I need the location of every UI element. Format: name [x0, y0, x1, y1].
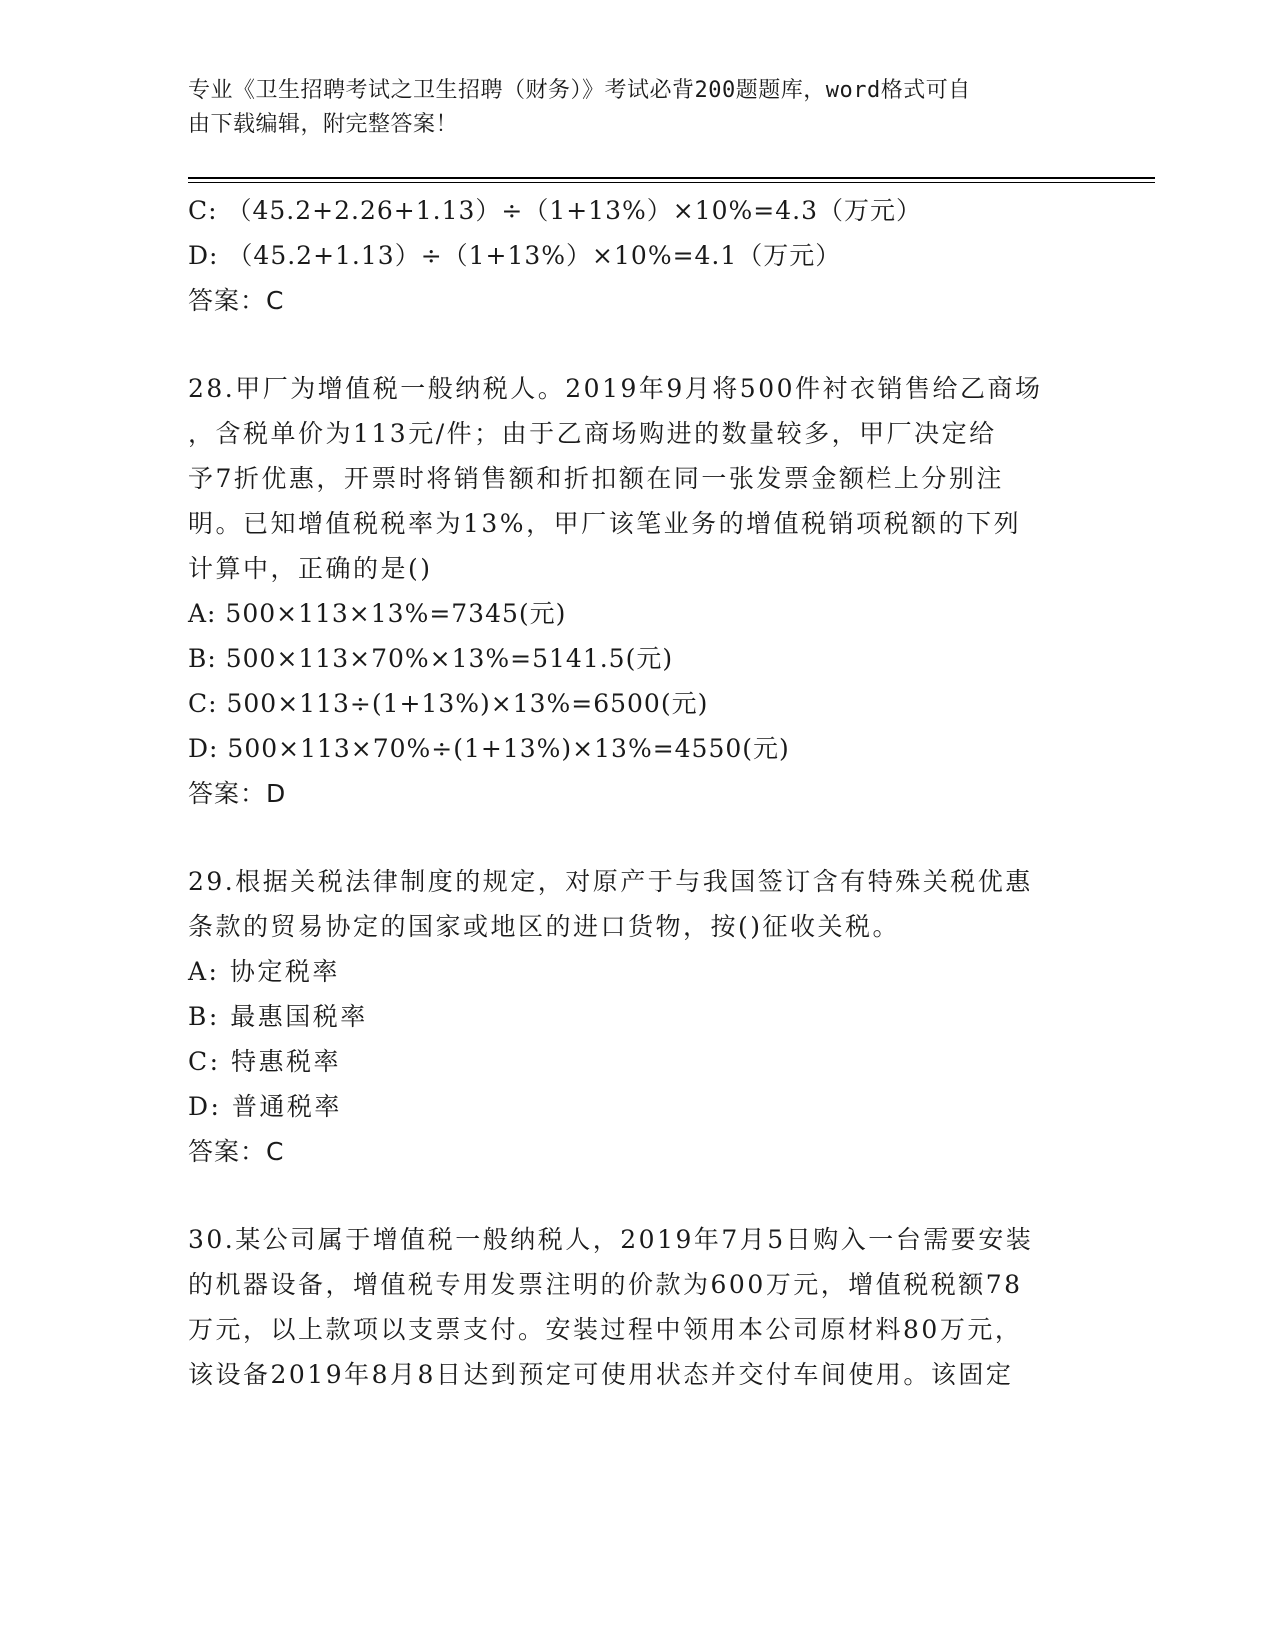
question-29-option-b: B: 最惠国税率: [188, 1002, 368, 1031]
question-29-option-c: C: 特惠税率: [188, 1047, 341, 1076]
question-29-line-1: 29.根据关税法律制度的规定，对原产于与我国签订含有特殊关税优惠: [188, 867, 1033, 896]
question-28-line-5: 计算中，正确的是(): [188, 554, 433, 583]
question-30-line-3: 万元，以上款项以支票支付。安装过程中领用本公司原材料80万元，: [188, 1315, 1023, 1344]
header-rule-thin: [188, 182, 1155, 183]
question-28-option-c: C: 500×113÷(1+13%)×13%=6500(元): [188, 689, 709, 718]
prev-option-d: D: （45.2+1.13）÷（1+13%）×10%=4.1（万元）: [188, 241, 842, 270]
question-28-line-3: 予7折优惠，开票时将销售额和折扣额在同一张发票金额栏上分别注: [188, 464, 1004, 493]
question-28-option-a: A: 500×113×13%=7345(元): [188, 599, 567, 628]
question-30-line-1: 30.某公司属于增值税一般纳税人，2019年7月5日购入一台需要安装: [188, 1225, 1034, 1254]
prev-answer: 答案：C: [188, 286, 285, 315]
question-28-option-d: D: 500×113×70%÷(1+13%)×13%=4550(元): [188, 734, 790, 763]
header-rule-thick: [188, 177, 1155, 179]
header-line-2: 由下载编辑，附完整答案！: [188, 112, 459, 137]
question-28-line-1: 28.甲厂为增值税一般纳税人。2019年9月将500件衬衣销售给乙商场: [188, 374, 1043, 403]
prev-option-c: C: （45.2+2.26+1.13）÷（1+13%）×10%=4.3（万元）: [188, 196, 922, 225]
question-28-line-2: ，含税单价为113元/件；由于乙商场购进的数量较多，甲厂决定给: [188, 419, 997, 448]
question-content: [188, 188, 1088, 1397]
question-29-answer: 答案：C: [188, 1137, 285, 1166]
question-30: [188, 1217, 1088, 1397]
question-30-line-4: 该设备2019年8月8日达到预定可使用状态并交付车间使用。该固定: [188, 1360, 1014, 1389]
spacer: [188, 816, 1088, 859]
spacer: [188, 1174, 1088, 1217]
header-line-1: 专业《卫生招聘考试之卫生招聘（财务）》考试必背200题题库，word格式可自: [188, 78, 971, 103]
question-28-line-4: 明。已知增值税税率为13%，甲厂该笔业务的增值税销项税额的下列: [188, 509, 1022, 538]
question-29: [188, 859, 1088, 1174]
spacer: [188, 323, 1088, 366]
question-28: [188, 366, 1088, 816]
document-header: [188, 74, 1088, 142]
question-29-option-a: A: 协定税率: [188, 957, 340, 986]
question-28-answer: 答案：D: [188, 779, 287, 808]
question-30-line-2: 的机器设备，增值税专用发票注明的价款为600万元，增值税税额78: [188, 1270, 1023, 1299]
question-28-option-b: B: 500×113×70%×13%=5141.5(元): [188, 644, 674, 673]
question-29-line-2: 条款的贸易协定的国家或地区的进口货物，按()征收关税。: [188, 912, 901, 941]
question-29-option-d: D: 普通税率: [188, 1092, 342, 1121]
